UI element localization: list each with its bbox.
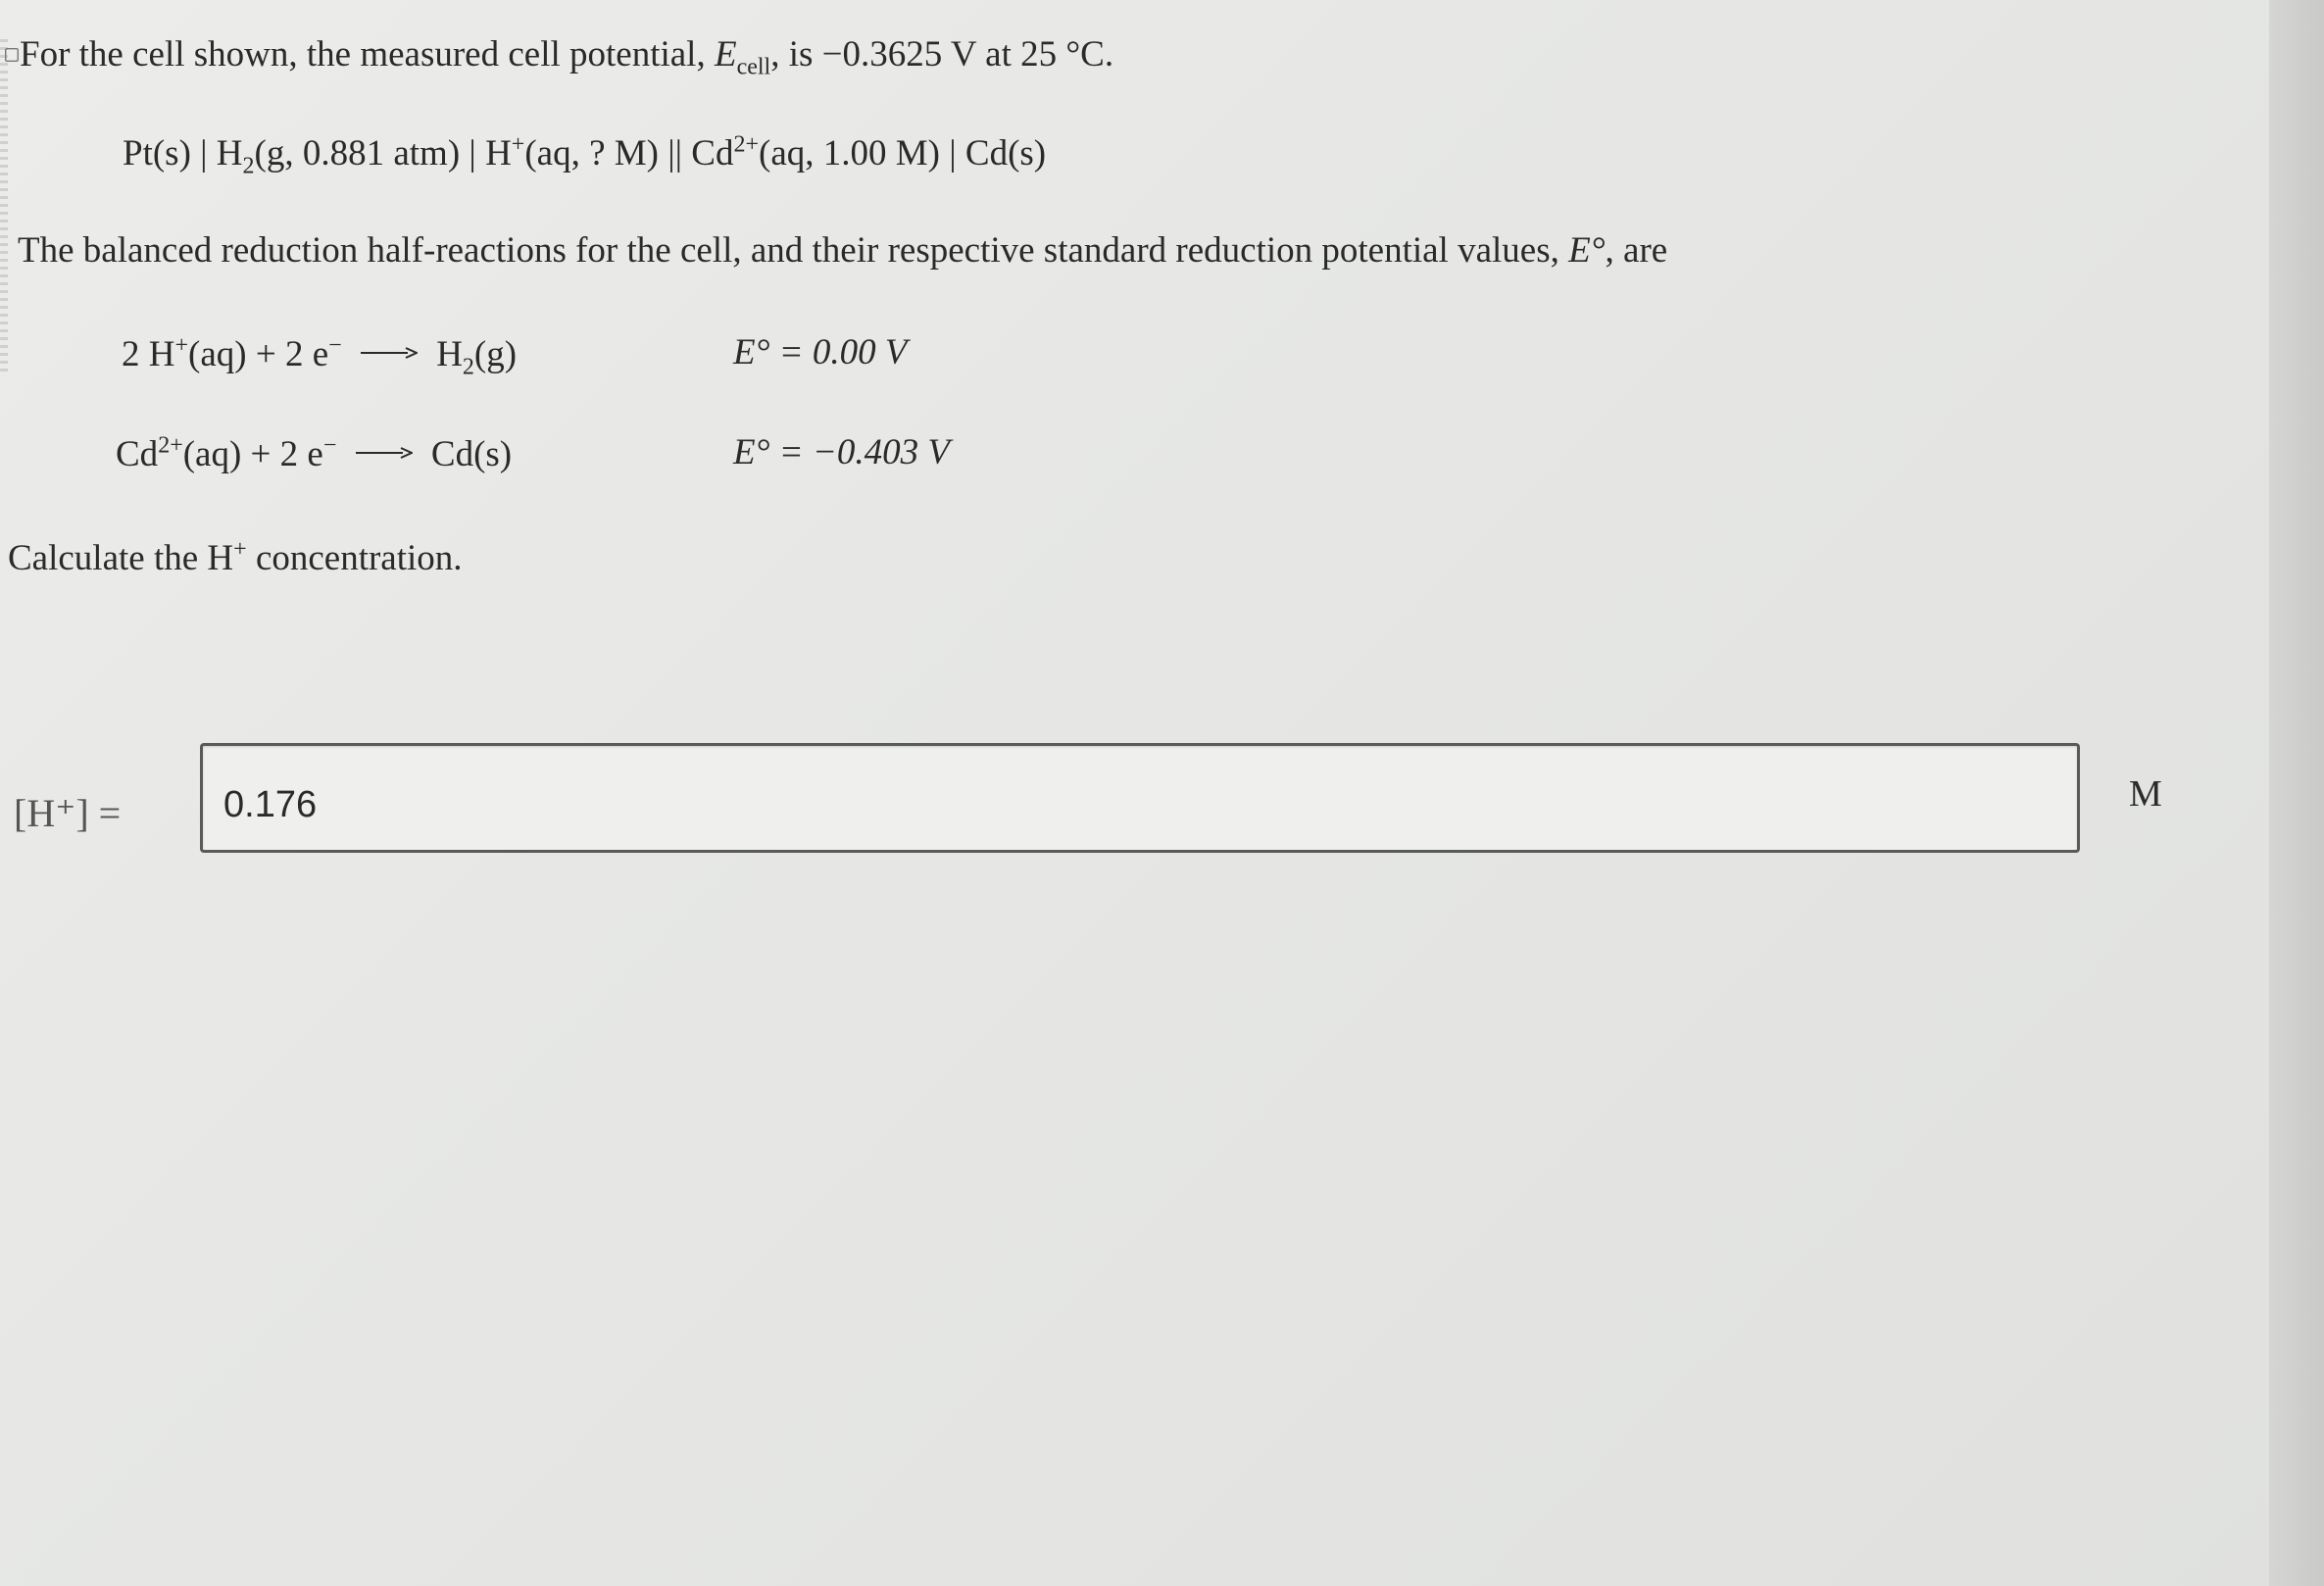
balanced-text: The balanced reduction half-reactions for the cell, and their respective standard reduction potential values,	[18, 230, 1569, 271]
cadmium-standard-potential	[733, 431, 950, 473]
calc-prefix: Calculate the H	[8, 538, 234, 578]
half-reactions-intro	[18, 229, 1667, 272]
reaction-middle: (aq) + 2 e	[188, 334, 329, 374]
standard-potential-symbol: E°	[1568, 230, 1606, 271]
intro-suffix: , is −0.3625 V at 25 °C.	[770, 34, 1114, 74]
potential-value: E° = −0.403 V	[733, 432, 950, 472]
reaction-reactant: 2 H	[122, 334, 175, 374]
cell-part: (aq, ? M) || Cd	[524, 133, 734, 173]
ecell-symbol: E	[714, 34, 737, 74]
potential-value: E° = 0.00 V	[733, 332, 908, 372]
reaction-reactant: Cd	[116, 434, 159, 474]
reaction-product: H	[436, 334, 463, 374]
page-edge	[2269, 0, 2324, 1586]
cell-superscript: 2+	[733, 131, 760, 158]
answer-value[interactable]: 0.176	[223, 784, 318, 825]
reaction-superscript: 2+	[158, 432, 183, 459]
electron-superscript: −	[328, 332, 342, 359]
product-state: (g)	[473, 334, 518, 374]
reaction-arrow-icon	[361, 346, 418, 360]
reaction-superscript: +	[174, 332, 189, 359]
answer-label: [H⁺] =	[14, 791, 122, 835]
intro-prefix: For the cell shown, the measured cell potential,	[20, 34, 715, 74]
reaction-arrow-icon	[356, 446, 413, 460]
half-reaction-hydrogen	[122, 332, 518, 380]
half-reaction-cadmium	[116, 433, 512, 475]
problem-intro	[20, 33, 1114, 80]
cell-subscript: 2	[242, 153, 255, 179]
product-subscript: 2	[462, 354, 474, 380]
cell-part: Pt(s) | H	[123, 133, 243, 173]
hydrogen-ion-concentration-input[interactable]	[200, 743, 2080, 853]
calc-suffix: concentration.	[246, 538, 463, 578]
cell-part: (aq, 1.00 M) | Cd(s)	[759, 133, 1047, 173]
balanced-tail: , are	[1605, 230, 1668, 271]
reaction-product: Cd(s)	[430, 434, 513, 474]
cell-notation	[123, 131, 1047, 179]
cell-part: (g, 0.881 atm) | H	[254, 133, 512, 173]
electron-superscript: −	[322, 432, 337, 459]
calculation-prompt	[8, 537, 463, 579]
reaction-middle: (aq) + 2 e	[182, 434, 323, 474]
hydrogen-standard-potential	[733, 331, 907, 373]
calc-superscript: +	[233, 536, 247, 563]
cell-superscript: +	[511, 131, 525, 158]
answer-unit: M	[2129, 773, 2162, 815]
ecell-subscript: cell	[736, 54, 771, 80]
